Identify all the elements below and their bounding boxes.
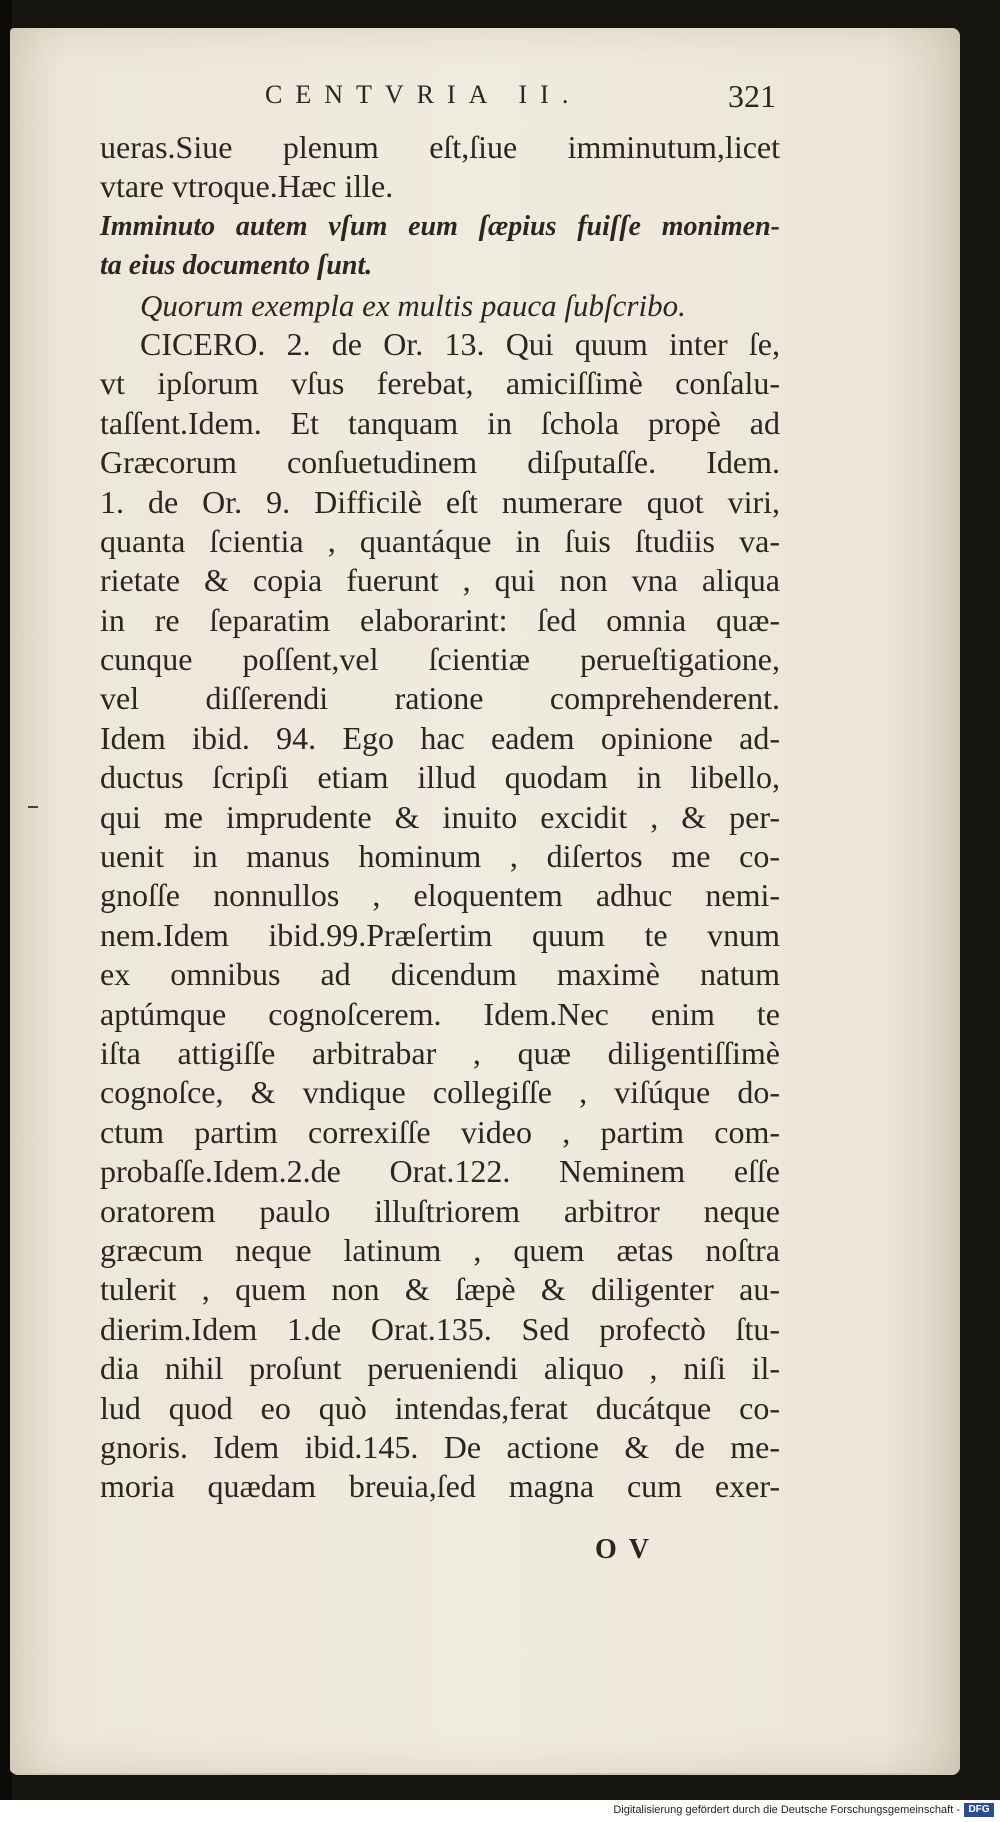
- text-line: ex omnibus ad dicendum maximè natum: [100, 956, 780, 993]
- text-line: gnoris. Idem ibid.145. De actione & de me-: [100, 1428, 780, 1465]
- page-number: 321: [728, 78, 776, 114]
- text-line: taſſent.Idem. Et tanquam in ſchola propè ad: [100, 404, 780, 441]
- text-line: CICERO. 2. de Or. 13. Qui quum inter ſe,: [140, 325, 780, 362]
- text-line: 1. de Or. 9. Difficilè eſt numerare quot viri,: [100, 483, 780, 520]
- text-line: probaſſe.Idem.2.de Orat.122. Neminem eſſe: [100, 1153, 780, 1190]
- text-line: quanta ſcientia , quantáque in ſuis ſtudiis va-: [100, 522, 780, 559]
- text-line: qui me imprudente & inuito excidit , & per-: [100, 798, 780, 835]
- text-line: Græcorum conſuetudinem diſputaſſe. Idem.: [100, 444, 780, 481]
- text-line: lud quod eo quò intendas,ferat ducátque co-: [100, 1389, 780, 1426]
- text-line: vel diſſerendi ratione comprehenderent.: [100, 680, 780, 717]
- catchword: OV: [595, 1534, 661, 1565]
- text-line: nem.Idem ibid.99.Præſertim quum te vnum: [100, 916, 780, 953]
- text-line: ueras.Siue plenum eſt,ſiue imminutum,licet: [100, 129, 780, 165]
- text-line: iſta attigiſſe arbitrabar , quæ diligentiſſimè: [100, 1034, 780, 1071]
- margin-mark: [28, 806, 38, 808]
- text-line: gnoſſe nonnullos , eloquentem adhuc nemi-: [100, 877, 780, 914]
- funding-credit: Digitalisierung gefördert durch die Deutsche Forschungsgemeinschaft -: [613, 1804, 960, 1816]
- text-line: græcum neque latinum , quem ætas noſtra: [100, 1231, 780, 1268]
- text-line: aptúmque cognoſcerem. Idem.Nec enim te: [100, 995, 780, 1032]
- text-line: oratorem paulo illuſtriorem arbitror neque: [100, 1192, 780, 1229]
- text-line: Quorum exempla ex multis pauca ſubſcribo.: [140, 287, 686, 323]
- text-line: dierim.Idem 1.de Orat.135. Sed profectò ſtu-: [100, 1310, 780, 1347]
- text-line: uenit in manus hominum , diſertos me co-: [100, 838, 780, 875]
- running-title: CENTVRIA II.: [265, 80, 582, 109]
- text-line: cognoſce, & vndique collegiſſe , viſúque do-: [100, 1074, 780, 1111]
- text-line: cunque poſſent,vel ſcientiæ perueſtigatione,: [100, 641, 780, 678]
- text-line: Idem ibid. 94. Ego hac eadem opinione ad-: [100, 719, 780, 756]
- text-line: in re ſeparatim elaborarint: ſed omnia quæ-: [100, 601, 780, 638]
- dfg-logo: DFG: [964, 1803, 994, 1817]
- text-line: vt ipſorum vſus ferebat, amiciſſimè conſalu-: [100, 365, 780, 402]
- text-line: Imminuto autem vſum eum ſæpius fuiſſe monimen-: [100, 210, 780, 242]
- text-line: ductus ſcripſi etiam illud quodam in libello,: [100, 759, 780, 796]
- text-line: vtare vtroque.Hæc ille.: [100, 168, 394, 205]
- body-text: [100, 128, 780, 1507]
- text-line: tulerit , quem non & ſæpè & diligenter au-: [100, 1271, 780, 1308]
- text-line: rietate & copia fuerunt , qui non vna aliqua: [100, 562, 780, 599]
- text-line: ta eius documento ſunt.: [100, 250, 373, 282]
- text-line: dia nihil proſunt perueniendi aliquo , niſi il-: [100, 1350, 780, 1387]
- text-line: ctum partim correxiſſe video , partim com-: [100, 1113, 780, 1150]
- text-line: moria quædam breuia,ſed magna cum exer-: [100, 1468, 780, 1505]
